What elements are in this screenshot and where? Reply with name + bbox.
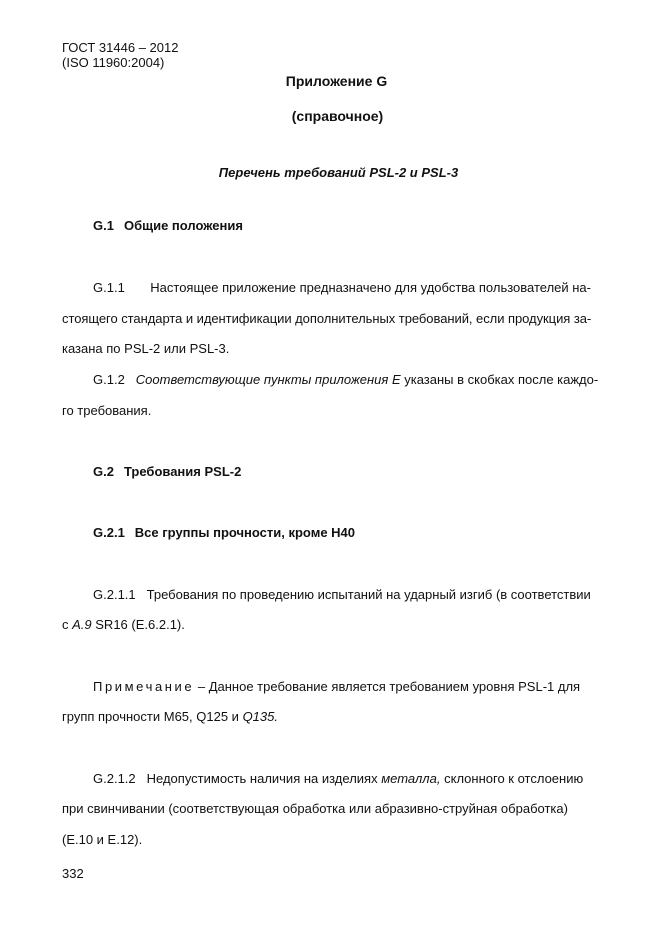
- g212-line-3: (E.10 и E.12).: [62, 832, 143, 847]
- clause-number: G.2.1.1: [93, 587, 136, 602]
- section-g21-heading: [93, 525, 355, 541]
- clause-number: G.1.2: [93, 372, 125, 387]
- clause-italic-text: металла,: [381, 771, 441, 786]
- note-text: – Данное требование является требованием уровня PSL-1 для: [197, 679, 581, 694]
- g211-line-2: [62, 617, 185, 633]
- g11-line-3: казана по PSL-2 или PSL-3.: [62, 341, 230, 356]
- g11-line-1: [93, 280, 591, 296]
- g212-line-2: при свинчивании (соответствующая обработка или абразивно-струйная обработка): [62, 801, 568, 816]
- clause-text: указаны в скобках после каждо-: [404, 372, 599, 387]
- note-label: Примечание: [93, 679, 195, 694]
- clause-number: G.1.1: [93, 280, 125, 295]
- section-title: Все группы прочности, кроме H40: [134, 525, 356, 540]
- section-number: G.1: [93, 218, 114, 233]
- appendix-heading: Перечень требований PSL-2 и PSL-3: [218, 165, 459, 180]
- section-number: G.2.1: [93, 525, 125, 540]
- iso-reference: (ISO 11960:2004): [62, 55, 165, 70]
- g211-line-1: [93, 587, 591, 603]
- clause-italic-text: Соответствующие пункты приложения E: [135, 372, 401, 387]
- g11-line-2: стоящего стандарта и идентификации дополнительных требований, если продукция за-: [62, 311, 592, 326]
- section-title: Общие положения: [123, 218, 243, 233]
- note-line-2: [62, 709, 278, 725]
- appendix-title: Приложение G: [285, 73, 388, 89]
- section-number: G.2: [93, 464, 114, 479]
- section-title: Требования PSL-2: [123, 464, 242, 479]
- page-number: 332: [62, 866, 84, 881]
- g212-line-1: [93, 771, 583, 787]
- g12-line-2: го требования.: [62, 403, 152, 418]
- g12-line-1: [93, 372, 598, 388]
- clause-text: склонного к отслоению: [444, 771, 584, 786]
- note-italic-text: Q135.: [242, 709, 278, 724]
- clause-text: Недопустимость наличия на изделиях: [146, 771, 378, 786]
- clause-text: Настоящее приложение предназначено для удобства пользователей на-: [150, 280, 591, 295]
- standard-number: ГОСТ 31446 – 2012: [62, 40, 179, 55]
- section-g2-heading: [93, 464, 241, 480]
- section-g1-heading: [93, 218, 243, 234]
- note-line-1: [93, 679, 580, 695]
- note-text: групп прочности M65, Q125 и: [62, 709, 239, 724]
- appendix-subtitle: (справочное): [291, 108, 384, 124]
- clause-italic-ref: A.9: [72, 617, 92, 632]
- clause-number: G.2.1.2: [93, 771, 136, 786]
- clause-text: Требования по проведению испытаний на ударный изгиб (в соответствии: [146, 587, 591, 602]
- clause-text: SR16 (E.6.2.1).: [95, 617, 185, 632]
- clause-text: с: [62, 617, 69, 632]
